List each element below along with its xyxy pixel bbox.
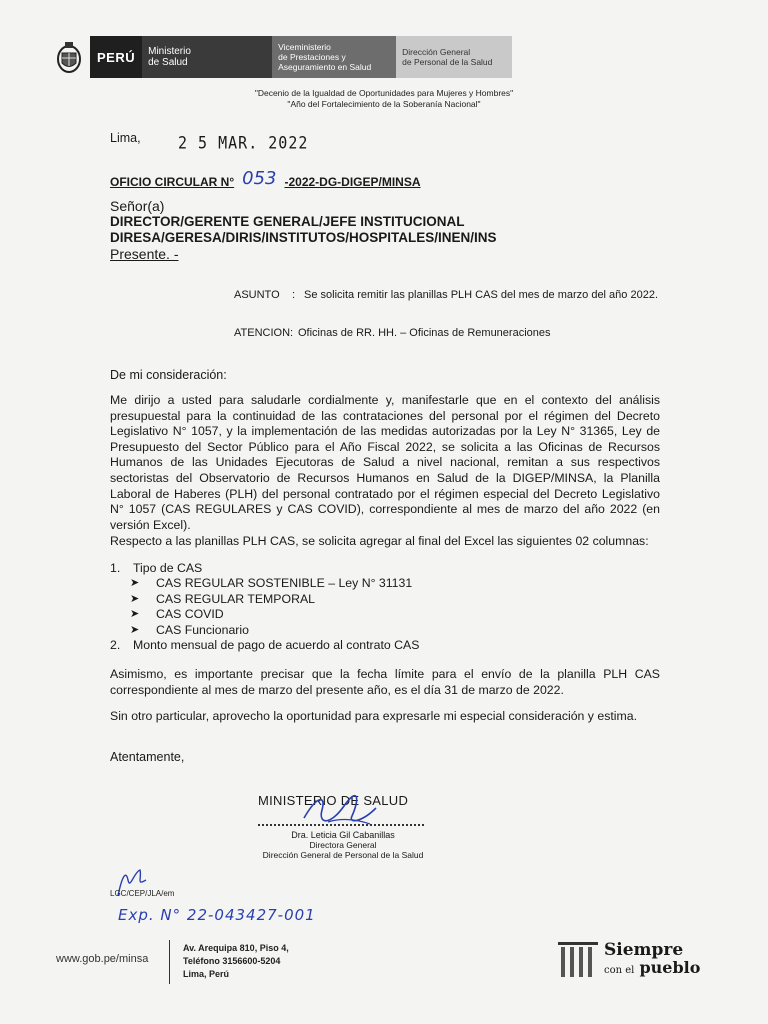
header-bar (52, 36, 512, 78)
signatory-name: Dra. Leticia Gil Cabanillas (291, 830, 395, 840)
header-direction: Dirección General de Personal de la Salud (396, 36, 512, 78)
header-country: PERÚ (90, 36, 142, 78)
asunto-label: ASUNTO (234, 289, 280, 301)
logo-word-conel: con el (604, 964, 635, 976)
atencion-row (234, 327, 708, 340)
decenio-line-1: "Decenio de la Igualdad de Oportunidades para Mujeres y Hombres" (254, 88, 514, 98)
arrow-bullet-icon: ➤ (130, 623, 140, 636)
sub-item-label: CAS COVID (156, 607, 224, 622)
decenio-line-2: "Año del Fortalecimiento de la Soberanía Nacional" (287, 99, 481, 109)
list-item (110, 561, 419, 576)
atencion-value: Oficinas de RR. HH. – Oficinas de Remuneraciones (298, 327, 551, 339)
greeting: De mi consideración: (110, 368, 227, 382)
arrow-bullet-icon: ➤ (130, 577, 140, 590)
list-number: 2. (110, 638, 121, 653)
oficio-prefix: OFICIO CIRCULAR N° (110, 175, 235, 189)
oficio-number: 053 (242, 168, 277, 189)
arrow-bullet-icon: ➤ (130, 592, 140, 605)
columns-logo-icon (556, 940, 600, 980)
paragraph-3: Asimismo, es importante precisar que la fecha límite para el envío de la planilla PLH CAS correspondiente al mes de marzo del presente año, es el día 31 de marzo de 2022. (110, 667, 660, 697)
asunto-value: Se solicita remitir las planillas PLH CAS del mes de marzo del año 2022. (304, 289, 658, 301)
paragraph-4: Sin otro particular, aprovecho la oportunidad para expresarle mi especial consideración y estima. (110, 709, 638, 723)
signatory-title: Directora General (309, 840, 377, 850)
signature-line (258, 824, 424, 826)
list-number: 1. (110, 561, 121, 575)
list-item (110, 638, 419, 653)
siempre-logo (556, 940, 700, 980)
header-ministry: Ministerio de Salud (142, 36, 272, 78)
sub-list-item (110, 607, 419, 622)
signatory-block (258, 830, 428, 860)
list-label: Tipo de CAS (133, 561, 203, 575)
footer-website: www.gob.pe/minsa (56, 953, 149, 965)
phone-line: Teléfono 3156600-5204 (183, 956, 281, 966)
columns-list (110, 561, 419, 653)
sub-list-item (110, 623, 419, 638)
atencion-label: ATENCION: (234, 327, 294, 339)
logo-word-pueblo: pueblo (639, 957, 701, 977)
signatory-unit: Dirección General de Personal de la Salud (262, 850, 424, 860)
salutation: Señor(a) (110, 198, 165, 214)
sub-item-label: CAS Funcionario (156, 622, 249, 637)
list-label: Monto mensual de pago de acuerdo al contrato CAS (133, 638, 420, 653)
signature-stamp: MINISTERIO DE SALUD (258, 793, 409, 808)
oficio-reference (110, 170, 421, 191)
logo-word-siempre: Siempre (604, 939, 684, 960)
paragraph-2: Respecto a las planillas PLH CAS, se solicita agregar al final del Excel las siguientes 02 columnas: (110, 534, 649, 548)
reference-initials: LGC/CEP/JLA/em (110, 889, 175, 898)
recipient-line-2: DIRESA/GERESA/DIRIS/INSTITUTOS/HOSPITALES/INEN/INS (110, 230, 497, 245)
header-viceministry: Viceministerio de Prestaciones y Aseguramiento en Salud (272, 36, 396, 78)
lima-label: Lima, (110, 131, 141, 145)
paragraph-1: Me dirijo a usted para saludarle cordialmente y, manifestarle que en el contexto del análisis presupuestal para la continuidad de las contrataciones del personal por el régimen del Decreto Legislativo N° 1057, y la implementación de las medidas autorizadas por la Ley N° 31365, Ley de Presupuesto del Sector Público para el Año Fiscal 2022, se solicita a las Oficinas de Recursos Humanos de las Unidades Ejecutoras de Salud a nivel nacional, remitan a sus respectivos sectoristas del Observatorio de Recursos Humanos en Salud de la DIGEP/MINSA, la Planilla Laboral de Haberes (PLH) del personal contratado por el régimen especial del Decreto Legislativo N° 1057 (CAS REGULARES y CAS COVID), correspondiente al mes de marzo del año 2022 (en versión Excel). (110, 393, 660, 532)
sub-list-item (110, 592, 419, 607)
arrow-bullet-icon: ➤ (130, 608, 140, 621)
city-line: Lima, Perú (183, 969, 230, 979)
closing: Atentamente, (110, 750, 185, 764)
address-line: Av. Arequipa 810, Piso 4, (183, 943, 289, 953)
sub-list-item (110, 576, 419, 591)
footer-divider (169, 940, 170, 984)
coat-of-arms-icon (52, 36, 86, 78)
asunto-separator: : (292, 289, 296, 301)
recipient-line-1: DIRECTOR/GERENTE GENERAL/JEFE INSTITUCIONAL (110, 214, 465, 229)
oficio-suffix: -2022-DG-DIGEP/MINSA (284, 175, 421, 189)
expediente-number: Exp. N° 22-043427-001 (118, 906, 316, 924)
asunto-row (234, 289, 714, 302)
decenio-quote (0, 88, 768, 110)
footer-address (183, 942, 289, 981)
date-stamp: 2 5 MAR. 2022 (178, 133, 309, 153)
sub-item-label: CAS REGULAR TEMPORAL (156, 591, 315, 606)
sub-item-label: CAS REGULAR SOSTENIBLE – Ley N° 31131 (156, 576, 413, 591)
presente: Presente. - (110, 246, 179, 262)
